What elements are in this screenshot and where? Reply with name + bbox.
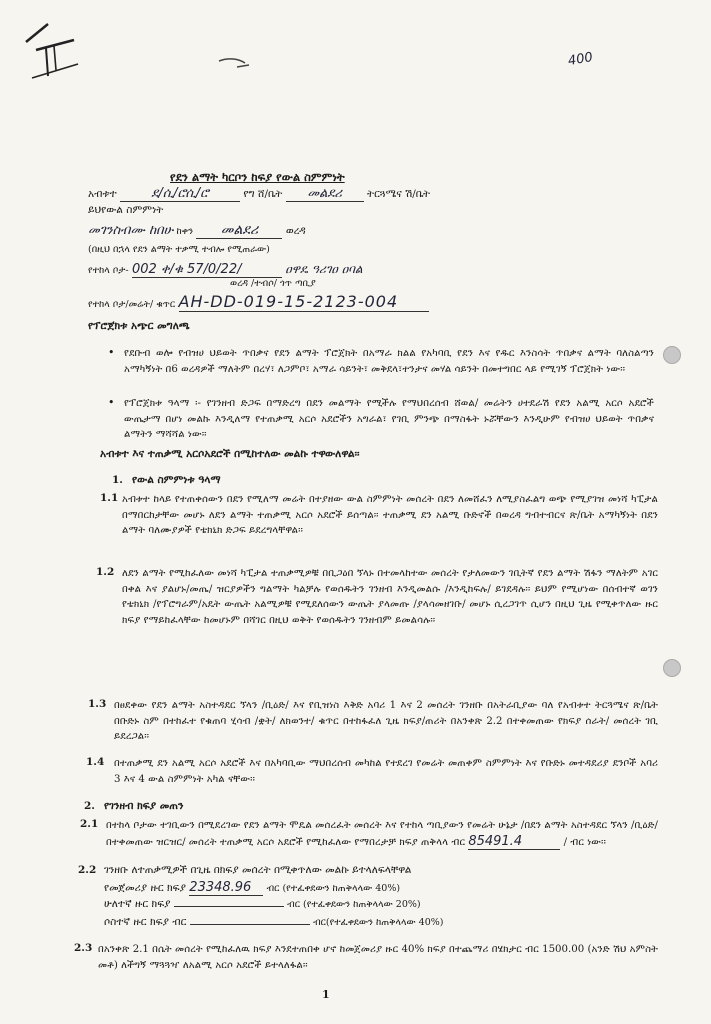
section-number: 1.2 xyxy=(96,566,115,578)
section-text: ለደን ልማት የሚከፈለው መነሻ ካፒታል ተጠቃሚዎቹ በቢጋዕበ ኘላኑ በተመላከተው መሰረት የታለመውን ገቢትኛ የደን ልማት ሽፋን ማለትም አገር በቀል እና ያልሆኑ/መጤ/ ዝርያዎችን ግልማት ካልቻሉ የወሰዱትን ገንዘብ እንዲመልሱ /እንዲከፍሉ/ ይገደዳሉ፡፡ ይህም የሚሆነው በሰብተኛ ወገን የቴክኒክ /የፕሮግራም/አዴት ውጤት አልሚዎቹ የሚደለሰውን ውጤት ያላመጡ /ያላሳመዘገቡ/ መሆኑ ሲረጋገጥ ሲሆን በዚህ ጊዜ የሚቀጥለው ዙር ክፍያ የማይከፈላቸው ከመሆኑም በሻገር በዚህ ወቅት የወሰዱትን ገንዘብም ይመልሳሉ፡፡ xyxy=(122,568,658,626)
section-text: አብቱተ ከላይ የተጠቀሰውን በደን የሚለማ መሬት በተያዘው ውል ስምምነት መሰረት በደን ለመሸፈን ለሚያስፈልግ ወጭ የሚያገዝ መነሻ ካፒታል በማበርከታቸው መሆኑ ለደን ልማት ተጠቃሚ አርሶ አደሮች ይሰጣል፡፡ ተጠቃሚ ደን አልሚ ቡድኖች በወረዳ ግብተብርና ጽ/ቤት አማካኝነት በደን ልማት ባለሙያዎች የቴክኒክ ድጋፍ ይደረግላቸዋል፡፡ xyxy=(122,494,658,536)
field-row-3 xyxy=(88,262,363,278)
bullet-text: የደቡብ ወሎ የብዝሀ ህይወት ጥበቃና የደን ልማት ፕሮጀክት በአማራ ክልል የአካባቢ የደን እና የዱር እንስሳት ጥበቃና ልማት ባለስልጣን አማካኝነት በ6 ወረዳዎች ማለትም በረሃ፣ ለጋምቦ፣ አማራ ሳይንት፣ መቅደላ፣ተንታና መሃል ሳይንት በመተግበር ላይ የሚገኝ ፕሮጀክት ነው፡፡ xyxy=(124,348,654,375)
section-number: 2.2 xyxy=(78,864,97,876)
section-number: 1. xyxy=(112,474,123,486)
section-text xyxy=(106,818,658,850)
punch-hole-bottom xyxy=(663,659,681,677)
payment-note: ብር (የተፈቀደውን ከጠቅላላው 20%) xyxy=(287,899,421,910)
payment-amount: 23348.96 xyxy=(189,880,263,896)
field-row-4 xyxy=(88,292,429,312)
section-text: ገንዘቡ ለተጠቃሚዎች በጊዜ በክፍያ መሰረት በሚቀጥለው መልኩ ይተላለፍላቸዋል xyxy=(104,864,412,876)
payment-label: ሁለተኛ ዙር ክፍያ xyxy=(104,898,171,910)
payment-note: ብር(የተፈቀደውን ከጠቅላላው 40%) xyxy=(313,917,444,928)
field-end-label: ወረዳ xyxy=(285,225,306,237)
section-number: 1.1 xyxy=(100,492,119,504)
field-row-2 xyxy=(88,222,306,239)
section-number: 2.1 xyxy=(80,818,99,830)
payment-amount xyxy=(190,924,310,925)
field-value: 002 ቀ/ቁ 57/0/22/ xyxy=(132,262,282,278)
field-row-2-sub: (በዚህ በኋላ የደን ልማት ተቃሚ ተብሎ የሚጠራው) xyxy=(88,244,270,255)
field-row-3-sub: ወረዳ /ተብሶ/ ጎጥ ጣቢያ xyxy=(230,278,316,289)
field-value: ደ/ሲ/ሮሲ/ሮ xyxy=(120,186,240,202)
section-heading: የውል ስምምነቱ ዓላማ xyxy=(132,474,221,486)
field-value: መገንስብሙ ከበሁ xyxy=(88,223,174,238)
total-amount-value: 85491.4 xyxy=(468,834,560,851)
payment-amount xyxy=(174,906,284,907)
section-text-tail: / ብር ነው፡፡ xyxy=(563,836,606,848)
payment-row xyxy=(104,898,421,911)
document-title: የደን ልማት ካርቦን ከፍያ የውል ስምምነት xyxy=(170,170,345,184)
corner-note: 400 xyxy=(566,49,594,70)
section-text: በተጠቃሚ ደን አልሚ አርሶ አደሮች እና በአካባቢው ማህበረሰብ መካከል የተደረገ የመሬት መጠቀም ስምምነት እና የቡድኑ መተዳደሪያ ደንቦች አባሪ 3 እና 4 ውል ስምምነት አካል ናቸው፡፡ xyxy=(114,758,658,785)
payment-note: ብር (የተፈቀደውን ከጠቅላላው 40%) xyxy=(266,883,401,894)
bullet-text: የፕሮጀክቱ ዓላማ ፡- የገንዘብ ድጋፍ በማድረግ በደን መልማት የሚችሉ የማህበረሰብ ሸወል/ መሬትን ሀተደራሽ የደን አልሚ አርሶ አደሮች ውጤታማ በሆነ መልኩ እንዲለማ የተጠቃሚ አርሶ አደሮችን አግራል፣ የገቢ ምንጭ በማስፋት ኑሯቸውን እንዲሁም የብዝሀ ህይወት ጥበቃና ልማትን ማሻሻል ነው፡፡ xyxy=(124,398,654,440)
field-label: አብቱተ xyxy=(88,188,117,200)
field-value: መልደሪ xyxy=(196,222,282,239)
section-text-body: በተከላ ቦታው ተገቢውን በሚደረገው የደን ልማት ሞዴል መሰረፈት መሰረት እና የተከላ ጣቢያውን የመሬት ሁኔታ /በደን ልማት አስተዳደር ኘላን /ቢዕድ/ በተቀመጠው ዝርዝር/ መሰረት ተጠቃሚ አርሶ አደሮች የሚከፈለው የማበረታቻ ክፍያ ጠቅላላ ብር xyxy=(106,820,658,848)
section-text: በፀደቀው የደን ልማት አስተዳደር ኘላን /ቢዕድ/ እና የቢዝነስ እቅድ አባሪ 1 እና 2 መሰረት ገንዘቡ በአትራቢያው ባለ የአብቱተ ትርጓሜና ጽ/ቤት በቡድኑ ስም በተከፈተ የቁጠባ ሂሳብ /ቋት/ ለክወንተ/ ቁጥር በተከፋፈለ ጊዜ ክፍያ/ጠሪት በአንቀጽ 2.2 በተቀመጠው የክፍያ ሰራት/ መሰረት ገቢ ይደረጋል፡፡ xyxy=(114,700,658,742)
field-value: AH-DD-019-15-2123-004 xyxy=(179,292,429,312)
section-number: 2. xyxy=(84,800,95,812)
intro-text: አብቱተ እና ተጠቃሚ አርሶአደሮች በሚከተለው መልኩ ተዋውለዋል፡፡ xyxy=(100,448,360,460)
bullet-icon: • xyxy=(108,396,115,409)
section-text: በአንቀጽ 2.1 በሴት መሰረት የሚከፈለዉ ክፍያ እንደተጠበቀ ሆኖ ከመጀመሪያ ዙር 40% ክፍያ በተጨማሪ በሄክታር ብር 1500.00 (አንድ ሽህ አምስት መቶ) ለችግኝ ማጓጓዣ ለአልሚ አርሶ አደሮች ይተላለፋል፡፡ xyxy=(98,944,658,971)
section-number: 2.3 xyxy=(74,942,93,954)
payment-row xyxy=(104,880,400,896)
field-row-1-sub: ይህየውል ስምምነት xyxy=(88,204,164,216)
field-end-label: ትርጓሜና ሽ/ቤት xyxy=(367,188,431,200)
field-mid-label: የግ ሸ/ቤት xyxy=(243,188,283,200)
payment-label: ሶስተኛ ዙር ክፍያ ብር xyxy=(104,916,187,928)
payment-row xyxy=(104,916,444,929)
scribble-icon xyxy=(215,55,255,75)
section-number: 1.4 xyxy=(86,756,105,768)
field-value: መልደሪ xyxy=(286,186,364,202)
field-label: የተከላ ቦታ- xyxy=(88,265,129,276)
section-heading: የገንዘብ ክፍያ መጠን xyxy=(104,800,184,812)
section-label-summary: የፕሮጀክቱ አጭር መግለጫ xyxy=(88,320,190,332)
section-number: 1.3 xyxy=(88,698,107,710)
punch-hole-top xyxy=(663,346,681,364)
bullet-icon: • xyxy=(108,346,115,359)
page-number: 1 xyxy=(322,988,330,1001)
field-value: ዐዋዴ ዓሪገዐ ዐባል xyxy=(285,262,363,276)
field-label: የተከላ ቦታ/መሬት/ ቁጥር xyxy=(88,299,176,310)
field-mid-label: ከቀን xyxy=(176,226,194,237)
field-row-1 xyxy=(88,186,430,202)
handwritten-mark-icon xyxy=(18,10,88,80)
payment-label: የመጀመሪያ ዙር ክፍያ xyxy=(104,882,186,894)
